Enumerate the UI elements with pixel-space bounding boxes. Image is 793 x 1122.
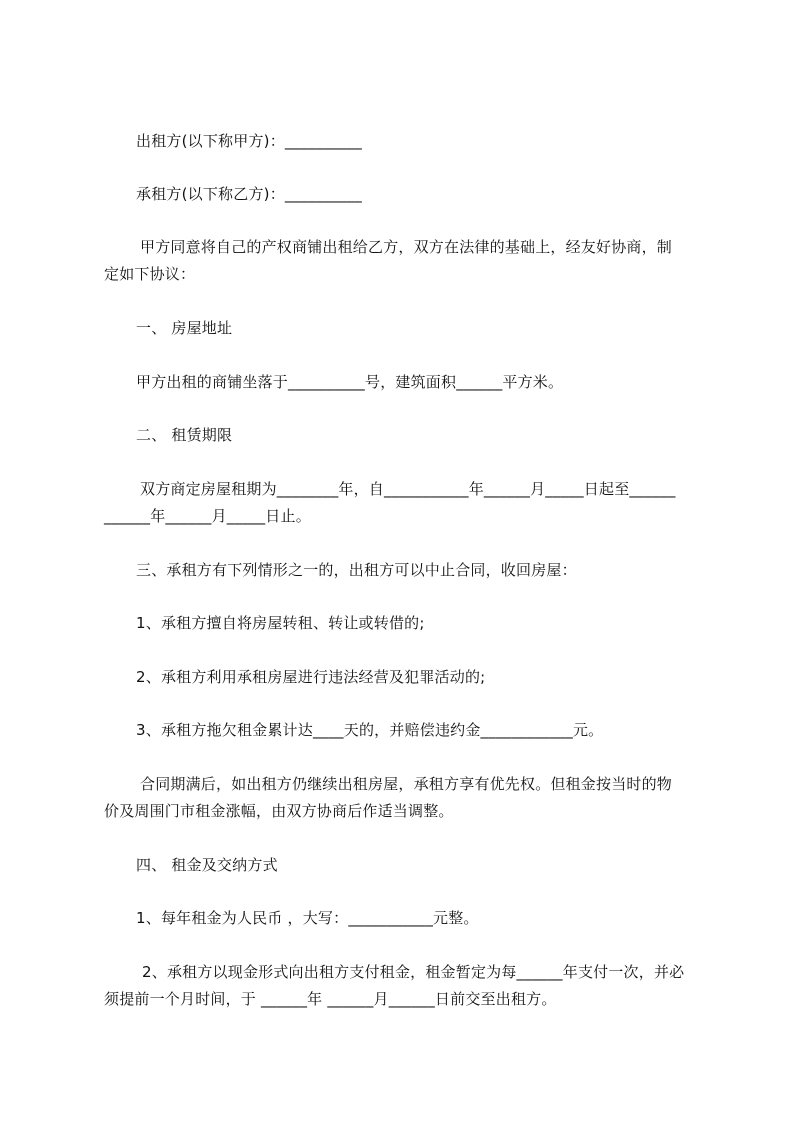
- lessee-line: 承租方(以下称乙方)：__________: [136, 185, 362, 203]
- lessor-line: 出租方(以下称甲方)：__________: [136, 132, 362, 150]
- rent-item-2-line-2: 须提前一个月时间，于 ______年 ______月______日前交至出租方。: [104, 990, 557, 1008]
- section-3-heading: 三、承租方有下列情形之一的，出租方可以中止合同，收回房屋：: [136, 561, 577, 579]
- section-4-heading: 四、 租金及交纳方式: [136, 856, 278, 874]
- rent-item-2-line-1: 2、承租方以现金形式向出租方支付租金，租金暂定为每______年支付一次，并必: [142, 963, 685, 981]
- intro-paragraph-line-1: 甲方同意将自己的产权商铺出租给乙方，双方在法律的基础上，经友好协商，制: [140, 238, 673, 256]
- clause-3-item-2: 2、承租方利用承租房屋进行违法经营及犯罪活动的;: [136, 668, 486, 686]
- address-line: 甲方出租的商铺坐落于__________号，建筑面积______平方米。: [136, 373, 564, 391]
- term-paragraph-line-2: ______年______月_____日止。: [104, 507, 311, 525]
- renewal-paragraph-line-2: 价及周围门市租金涨幅，由双方协商后作适当调整。: [104, 802, 454, 820]
- section-1-heading: 一、 房屋地址: [136, 319, 233, 337]
- rent-item-1: 1、每年租金为人民币 ，大写：___________元整。: [136, 909, 479, 927]
- term-paragraph-line-1: 双方商定房屋租期为________年，自___________年______月_____日起至______: [140, 480, 676, 498]
- intro-paragraph-line-2: 定如下协议：: [104, 265, 196, 283]
- clause-3-item-3: 3、承租方拖欠租金累计达____天的，并赔偿违约金____________元。: [136, 721, 604, 739]
- section-2-heading: 二、 租赁期限: [136, 426, 233, 444]
- renewal-paragraph-line-1: 合同期满后，如出租方仍继续出租房屋，承租方享有优先权。但租金按当时的物: [140, 775, 673, 793]
- clause-3-item-1: 1、承租方擅自将房屋转租、转让或转借的;: [136, 614, 425, 632]
